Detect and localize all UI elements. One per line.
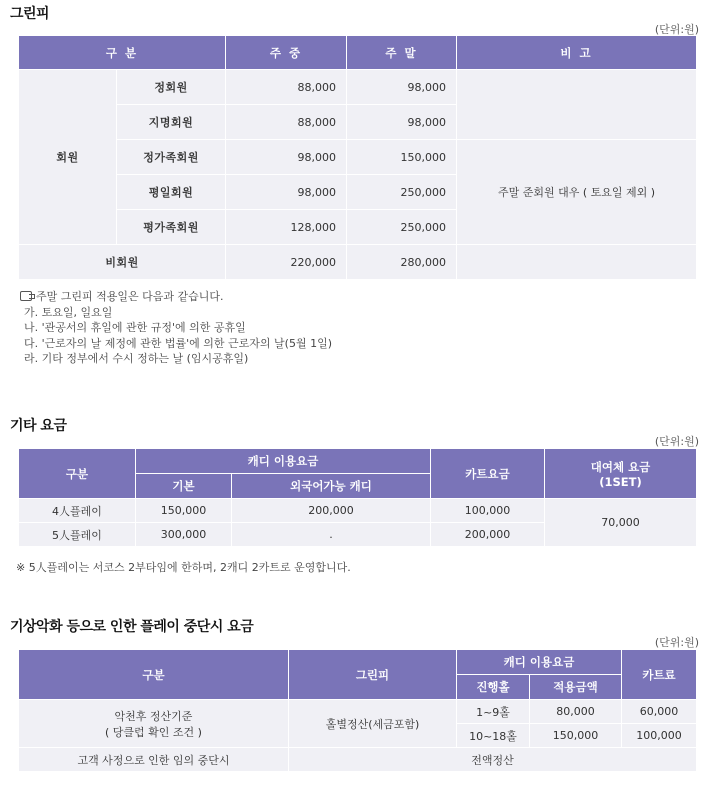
weather-title: 기상악화 등으로 인한 플레이 중단시 요금 [10, 619, 254, 635]
play-type: 5人플레이 [19, 523, 136, 547]
note-line: 라. 기타 정부에서 수시 정하는 날 (임시공휴일) [24, 352, 249, 365]
member-type: 평가족회원 [117, 210, 226, 245]
member-type: 지명회원 [117, 105, 226, 140]
header-holes: 진행홀 [457, 675, 530, 700]
other-note: ※ 5人플레이는 서코스 2부타임에 한하며, 2캐디 2카트로 운영합니다. [16, 561, 351, 574]
weekend-fee: 98,000 [347, 105, 457, 140]
holes-played: 1~9홀 [457, 700, 530, 724]
cart-fee: 100,000 [431, 499, 545, 523]
weekday-fee: 98,000 [226, 140, 347, 175]
cart-fee: 60,000 [622, 700, 697, 724]
header-rental [545, 449, 697, 499]
caddie-foreign-fee: 200,000 [232, 499, 431, 523]
header-caddie: 캐디 이용요금 [136, 449, 431, 474]
member-type: 정가족회원 [117, 140, 226, 175]
remark-text: 주말 준회원 대우 ( 토요일 제외 ) [457, 140, 697, 245]
caddie-basic-fee: 150,000 [136, 499, 232, 523]
rental-fee: 70,000 [545, 499, 697, 547]
header-cart: 카트요금 [431, 449, 545, 499]
cart-fee: 200,000 [431, 523, 545, 547]
header-category: 구분 [19, 650, 289, 700]
weekend-fee: 98,000 [347, 70, 457, 105]
header-remark: 비 고 [457, 36, 697, 70]
other-unit: (단위:원) [654, 435, 699, 448]
customer-stop-label: 고객 사정으로 인한 임의 중단시 [19, 748, 289, 772]
note-line: 다. '근로자의 날 제정에 관한 법률'에 의한 근로자의 날(5월 1일) [24, 336, 332, 350]
holes-played: 10~18홀 [457, 724, 530, 748]
case-line: 악천후 정산기준 [114, 709, 193, 723]
note-line: 주말 그린피 적용일은 다음과 같습니다. [20, 289, 332, 305]
header-weekday: 주 중 [226, 36, 347, 70]
header-category: 구 분 [19, 36, 226, 70]
weekday-fee: 128,000 [226, 210, 347, 245]
weekend-fee: 150,000 [347, 140, 457, 175]
pointing-hand-icon [20, 291, 32, 301]
caddie-amount: 150,000 [530, 724, 622, 748]
greenfee-table [18, 35, 697, 280]
header-weekend: 주 말 [347, 36, 457, 70]
caddie-amount: 80,000 [530, 700, 622, 724]
member-group-label: 회원 [19, 70, 117, 245]
other-title: 기타 요금 [10, 418, 67, 434]
greenfee-unit: (단위:원) [654, 23, 699, 36]
full-settlement: 전액정산 [289, 748, 697, 772]
weekday-fee: 98,000 [226, 175, 347, 210]
member-type: 평일회원 [117, 175, 226, 210]
header-cart: 카트료 [622, 650, 697, 700]
header-rental-sub: (1SET) [599, 474, 642, 489]
note-line: 가. 토요일, 일요일 [24, 305, 113, 319]
cart-fee: 100,000 [622, 724, 697, 748]
weekday-fee: 88,000 [226, 105, 347, 140]
member-type: 정회원 [117, 70, 226, 105]
header-foreign: 외국어가능 캐디 [232, 474, 431, 499]
caddie-foreign-fee: . [232, 523, 431, 547]
greenfee-title: 그린피 [10, 6, 50, 22]
header-greenfee: 그린피 [289, 650, 457, 700]
weekday-fee: 220,000 [226, 245, 347, 280]
header-caddie: 캐디 이용요금 [457, 650, 622, 675]
header-rental-label: 대여체 요금 [590, 459, 651, 474]
greenfee-settlement: 홀별정산(세금포함) [289, 700, 457, 748]
weather-fee-table [18, 649, 697, 772]
note-line: 나. '관공서의 휴일에 관한 규정'에 의한 공휴일 [24, 321, 246, 334]
header-amount: 적용금액 [530, 675, 622, 700]
header-basic: 기본 [136, 474, 232, 499]
case-line: ( 당클럽 확인 조건 ) [105, 725, 202, 739]
other-fee-table [18, 448, 697, 547]
nonmember-type: 비회원 [19, 245, 226, 280]
caddie-basic-fee: 300,000 [136, 523, 232, 547]
play-type: 4人플레이 [19, 499, 136, 523]
remark-empty [457, 70, 697, 140]
weather-case-label [19, 700, 289, 748]
weekend-fee: 250,000 [347, 175, 457, 210]
header-category: 구분 [19, 449, 136, 499]
weather-unit: (단위:원) [654, 636, 699, 649]
weekend-fee: 280,000 [347, 245, 457, 280]
weekday-fee: 88,000 [226, 70, 347, 105]
weekend-fee: 250,000 [347, 210, 457, 245]
greenfee-notes [20, 289, 332, 367]
remark-empty [457, 245, 697, 280]
